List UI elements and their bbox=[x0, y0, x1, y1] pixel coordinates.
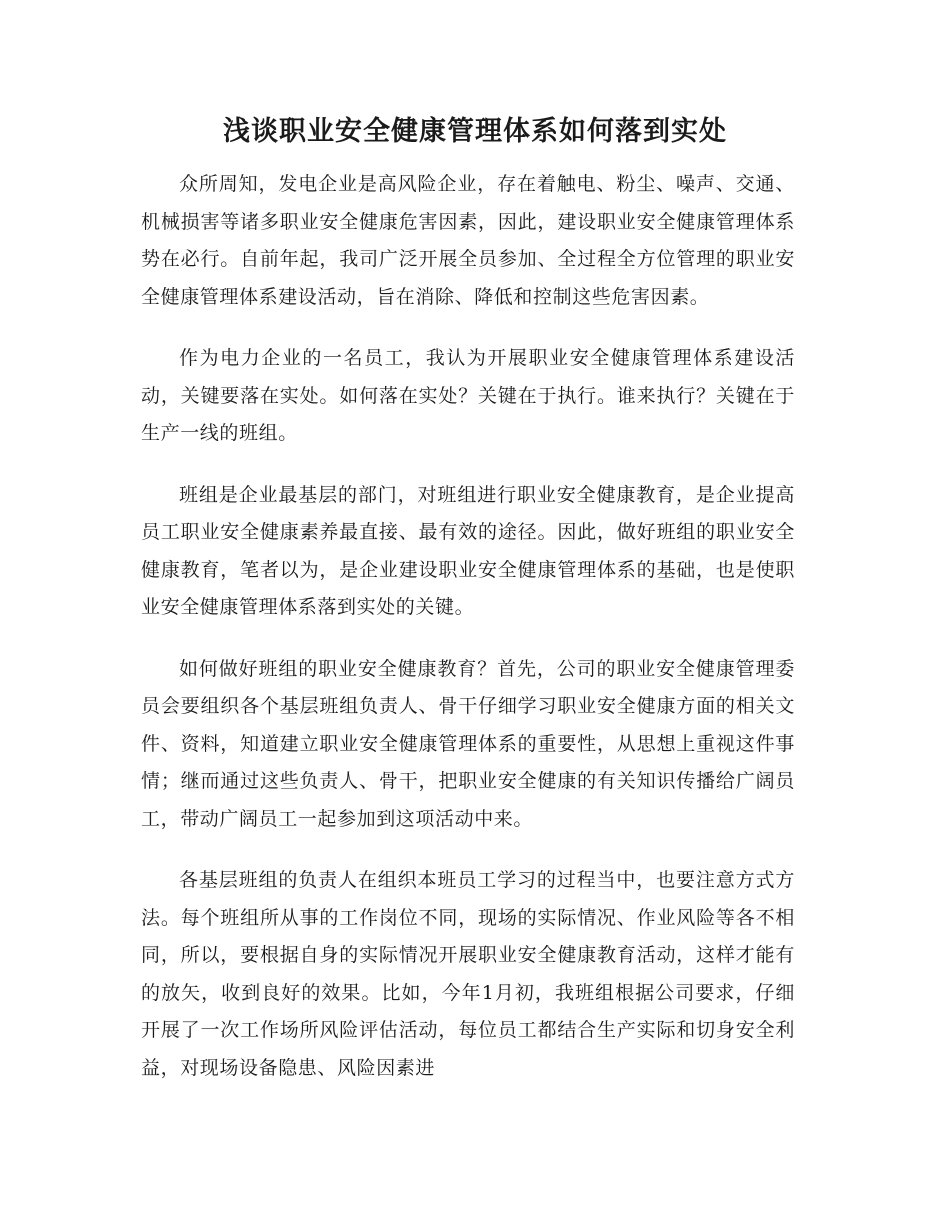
paragraph: 作为电力企业的一名员工，我认为开展职业安全健康管理体系建设活动，关键要落在实处。如何落在实处？关键在于执行。谁来执行？关键在于生产一线的班组。 bbox=[141, 347, 795, 444]
paragraph: 各基层班组的负责人在组织本班员工学习的过程当中，也要注意方式方法。每个班组所从事的工作岗位不同，现场的实际情况、作业风险等各不相同，所以，要根据自身的实际情况开展职业安全健康教育活动，这样才能有的放矢，收到良好的效果。比如，今年1月初，我班组根据公司要求，仔细开展了一次工作场所风险评估活动，每位员工都结合生产实际和切身安全利益，对现场设备隐患、风险因素进 bbox=[141, 869, 795, 1079]
document-title: 浅谈职业安全健康管理体系如何落到实处 bbox=[223, 116, 727, 147]
paragraph: 如何做好班组的职业安全健康教育？首先，公司的职业安全健康管理委员会要组织各个基层班组负责人、骨干仔细学习职业安全健康方面的相关文件、资料，知道建立职业安全健康管理体系的重要性，从思想上重视这件事情；继而通过这些负责人、骨干，把职业安全健康的有关知识传播给广阔员工，带动广阔员工一起参加到这项活动中来。 bbox=[141, 657, 795, 830]
paragraph: 班组是企业最基层的部门，对班组进行职业安全健康教育，是企业提高员工职业安全健康素养最直接、最有效的途径。因此，做好班组的职业安全健康教育，笔者以为，是企业建设职业安全健康管理体系的基础，也是使职业安全健康管理体系落到实处的关键。 bbox=[141, 483, 795, 618]
document-body bbox=[141, 166, 795, 1111]
paragraph: 众所周知，发电企业是高风险企业，存在着触电、粉尘、噪声、交通、机械损害等诸多职业安全健康危害因素，因此，建设职业安全健康管理体系势在必行。自前年起，我司广泛开展全员参加、全过程全方位管理的职业安全健康管理体系建设活动，旨在消除、降低和控制这些危害因素。 bbox=[141, 173, 795, 308]
